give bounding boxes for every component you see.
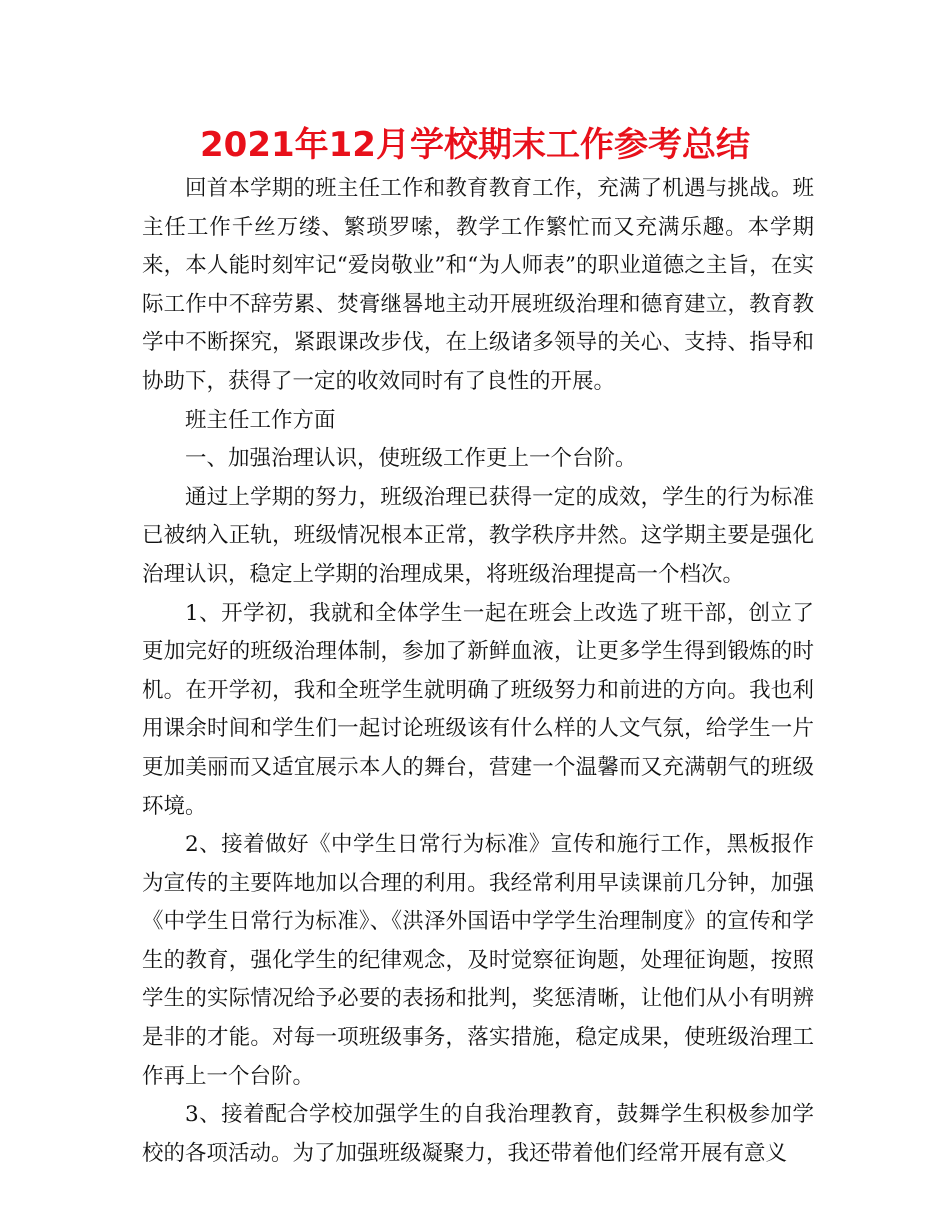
document-body	[142, 170, 814, 1173]
paragraph-item-3: 3、接着配合学校加强学生的自我治理教育，鼓舞学生积极参加学校的各项活动。为了加强班级凝聚力，我还带着他们经常开展有意义	[142, 1102, 814, 1166]
paragraph-intro: 回首本学期的班主任工作和教育教育工作，充满了机遇与挑战。班主任工作千丝万缕、繁琐罗嗦，教学工作繁忙而又充满乐趣。本学期来，本人能时刻牢记“爱岗敬业”和“为人师表”的职业道德之主旨，在实际工作中不辞劳累、焚膏继晷地主动开展班级治理和德育建立，教育教学中不断探究，紧跟课改步伐，在上级诸多领导的关心、支持、指导和协助下，获得了一定的收效同时有了良性的开展。	[142, 176, 814, 394]
paragraph-section-heading: 班主任工作方面	[185, 407, 336, 433]
paragraph-item-2: 2、接着做好《中学生日常行为标准》宣传和施行工作，黑板报作为宣传的主要阵地加以合理的利用。我经常利用早读课前几分钟，加强《中学生日常行为标准》、《洪泽外国语中学学生治理制度》的宣传和学生的教育，强化学生的纪律观念，及时觉察征询题，处理征询题，按照学生的实际情况给予必要的表扬和批判，奖惩清晰，让他们从小有明辨是非的才能。对每一项班级事务，落实措施，稳定成果，使班级治理工作再上一个台阶。	[142, 832, 814, 1089]
paragraph-subheading-one: 一、加强治理认识，使班级工作更上一个台阶。	[185, 446, 637, 472]
paragraph-item-1: 1、开学初，我就和全体学生一起在班会上改选了班干部，创立了更加完好的班级治理体制，参加了新鲜血液，让更多学生得到锻炼的时机。在开学初，我和全班学生就明确了班级努力和前进的方向。我也利用课余时间和学生们一起讨论班级该有什么样的人文气氛，给学生一片更加美丽而又适宜展示本人的舞台，营建一个温馨而又充满朝气的班级环境。	[142, 600, 814, 819]
paragraph-management-summary: 通过上学期的努力，班级治理已获得一定的成效，学生的行为标准已被纳入正轨，班级情况根本正常，教学秩序井然。这学期主要是强化治理认识，稳定上学期的治理成果，将班级治理提高一个档次。	[142, 484, 814, 587]
document-title: 2021年12月学校期末工作参考总结	[200, 125, 750, 165]
